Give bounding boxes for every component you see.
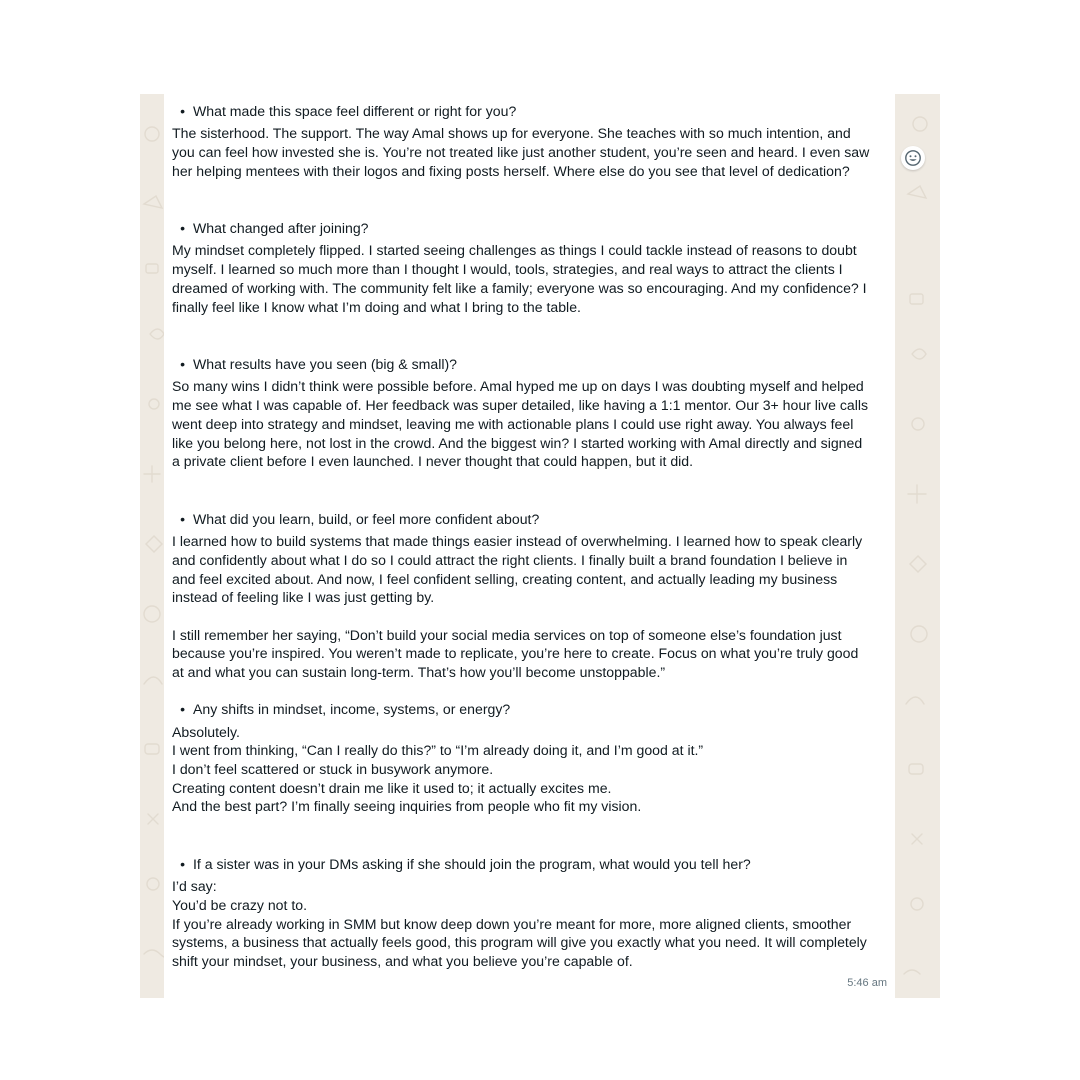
answer-paragraph — [172, 124, 887, 180]
answer-paragraph — [172, 532, 887, 607]
answer-line: a private client before I even launched. I never thought that could happen, but it did. — [172, 453, 694, 470]
answer-line: went deep into strategy and mindset, leaving me with actionable plans I could use right away. You always feel — [172, 415, 854, 432]
message-timestamp: 5:46 am — [847, 977, 887, 990]
answer-line: Creating content doesn’t drain me like it used to; it actually excites me. — [172, 779, 612, 796]
answer-paragraph — [172, 377, 887, 471]
answer-line: me see what I was capable of. Her feedback was super detailed, like having a 1:1 mentor. Our 3+ hour live calls — [172, 397, 869, 414]
answer-paragraph — [172, 877, 887, 971]
quote-line: I still remember her saying, “Don’t build your social media services on top of someone else’s foundation just — [172, 626, 842, 643]
answer-line: Absolutely. — [172, 723, 240, 740]
answer-line: her helping mentees with their logos and fixing posts herself. Where else do you see that level of dedication? — [172, 162, 850, 179]
answer-line: myself. I learned so much more than I thought I would, tools, strategies, and real ways to attract the clients I — [172, 261, 843, 278]
answer-line: I went from thinking, “Can I really do this?” to “I’m already doing it, and I’m good at it.” — [172, 742, 704, 759]
bullet-icon: • — [180, 856, 185, 873]
quote-line: because you’re inspired. You weren’t made to replicate, you’re here to create. Focus on what you’re truly good — [172, 645, 859, 662]
quote-paragraph — [172, 626, 887, 682]
answer-line: dreamed of working with. The community felt like a family; everyone was so encouraging. And my confidence? I — [172, 279, 867, 296]
question-heading: • What did you learn, build, or feel more confident about? — [172, 510, 887, 529]
answer-line: and confidently about what I do so I could attract the right clients. I finally built a brand foundation I believe in — [172, 551, 848, 568]
smiley-reaction-icon — [904, 149, 922, 167]
answer-line: finally feel like I know what I’m doing and what I bring to the table. — [172, 298, 581, 315]
question-heading: • What changed after joining? — [172, 219, 887, 238]
bullet-icon: • — [180, 356, 185, 373]
answer-line: I’d say: — [172, 878, 217, 895]
answer-line: You’d be crazy not to. — [172, 897, 308, 914]
question-heading: • What results have you seen (big & small)? — [172, 355, 887, 374]
emoji-reaction-button[interactable] — [901, 146, 925, 170]
answer-line: So many wins I didn’t think were possible before. Amal hyped me up on days I was doubting myself and helped — [172, 378, 864, 395]
bullet-icon: • — [180, 701, 185, 718]
answer-paragraph — [172, 241, 887, 316]
answer-line: I don’t feel scattered or stuck in busywork anymore. — [172, 761, 494, 778]
answer-line: like you belong here, not lost in the crowd. And the biggest win? I started working with Amal directly and signed — [172, 434, 863, 451]
bullet-icon: • — [180, 103, 185, 119]
question-heading: • Any shifts in mindset, income, systems, or energy? — [172, 700, 887, 719]
answer-line: And the best part? I’m finally seeing inquiries from people who fit my vision. — [172, 798, 642, 815]
answer-line: and feel excited about. And now, I feel confident selling, creating content, and actually leading my business — [172, 570, 838, 587]
bullet-icon: • — [180, 511, 185, 527]
answer-line: My mindset completely flipped. I started seeing challenges as things I could tackle instead of reasons to doubt — [172, 242, 857, 259]
answer-line: instead of feeling like I was just getting by. — [172, 589, 435, 606]
bullet-icon: • — [180, 220, 185, 237]
answer-line: If you’re already working in SMM but know deep down you’re meant for more, more aligned clients, smoother — [172, 915, 852, 932]
answer-line: The sisterhood. The support. The way Amal shows up for everyone. She teaches with so much intention, and — [172, 125, 851, 142]
question-heading: • If a sister was in your DMs asking if she should join the program, what would you tell her? — [172, 855, 887, 874]
message-bubble[interactable] — [164, 94, 895, 998]
answer-line: I learned how to build systems that made things easier instead of overwhelming. I learned how to speak clearly — [172, 533, 863, 550]
question-heading: • What made this space feel different or right for you? — [172, 102, 887, 121]
answer-line: you can feel how invested she is. You’re not treated like just another student, you’re seen and heard. I even saw — [172, 143, 870, 160]
answer-paragraph — [172, 723, 887, 817]
quote-line: at and what you can sustain long-term. That’s how you’ll become unstoppable.” — [172, 664, 666, 681]
answer-line: shift your mindset, your business, and what you believe you’re capable of. — [172, 953, 633, 970]
answer-line: systems, a business that actually feels good, this program will give you exactly what you need. It will completely — [172, 934, 867, 951]
